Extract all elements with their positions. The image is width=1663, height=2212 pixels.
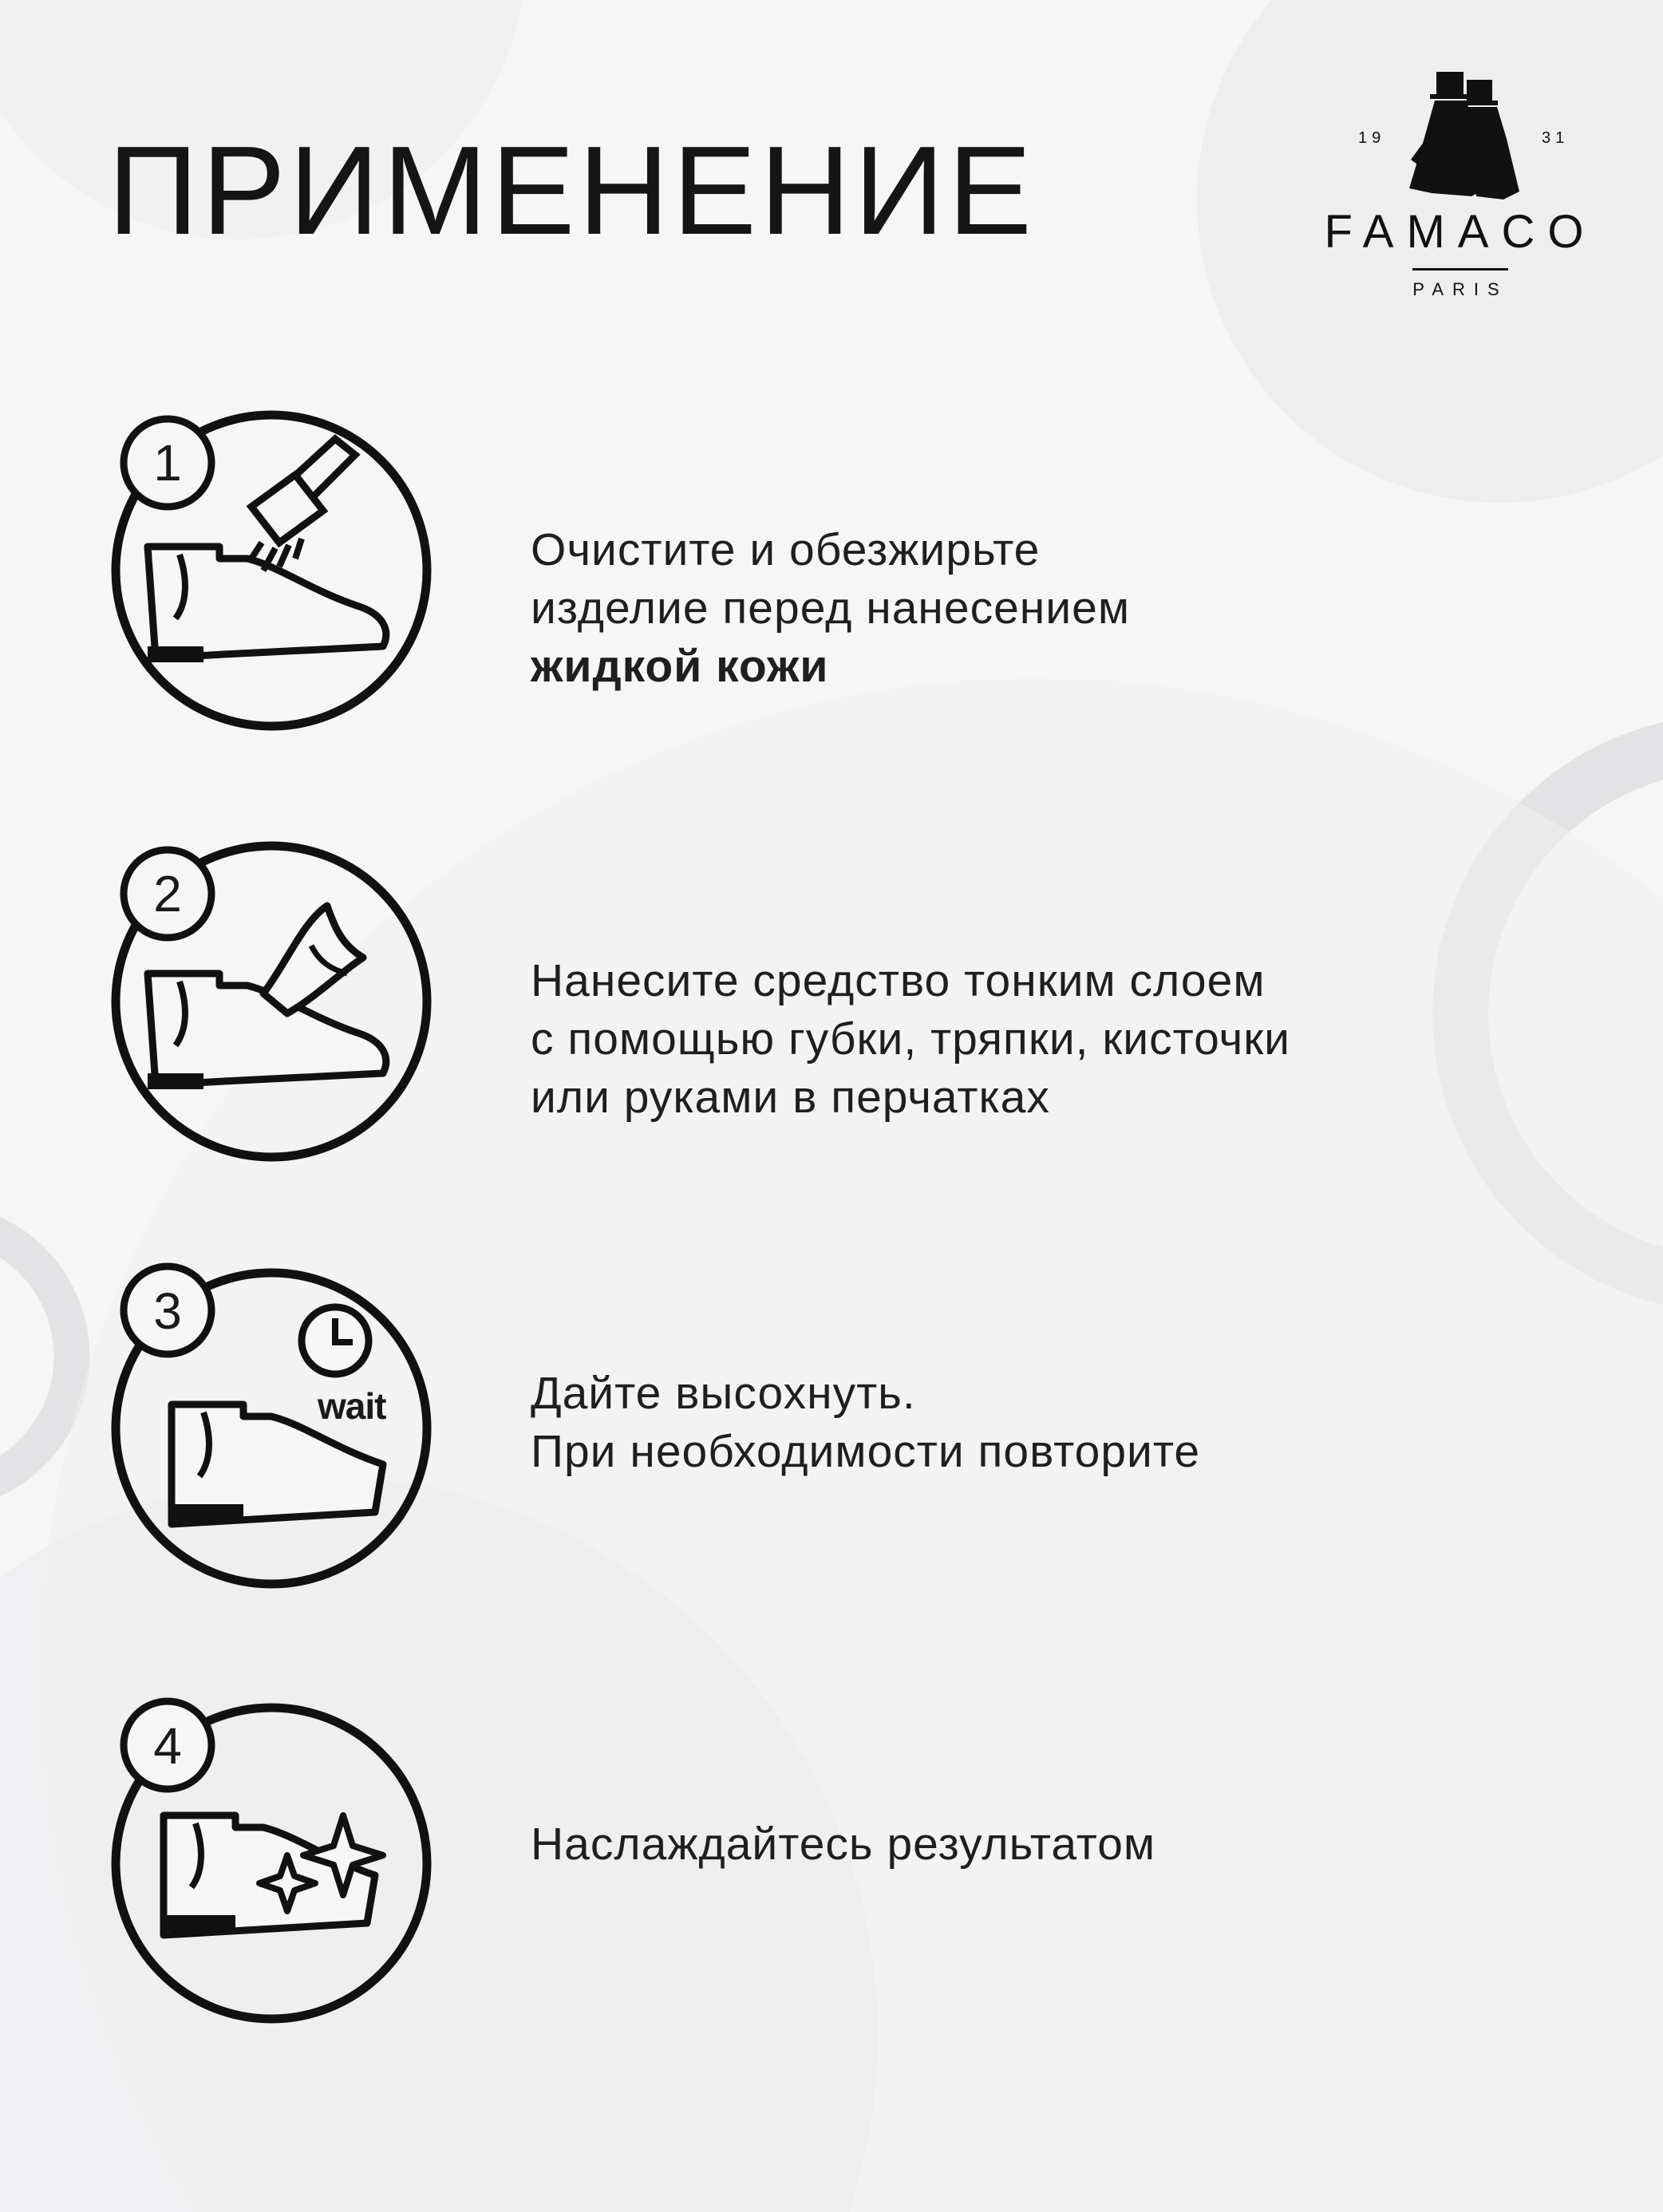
brand-year-right: 31 [1542,129,1570,147]
step-number: 1 [153,434,182,492]
wait-badge: wait [318,1385,386,1427]
step-text-line: с помощью губки, тряпки, кисточки [531,1013,1291,1065]
step-1-text [531,521,1130,696]
step-number: 2 [153,865,182,922]
page-title: ПРИМЕНЕНИЕ [108,120,1036,261]
step-2-illustration [104,834,439,1169]
step-text-line: или руками в перчатках [531,1072,1050,1123]
brand-year-left: 19 [1358,129,1386,147]
step-text-line: При необходимости повторите [531,1426,1201,1477]
step-3-text [531,1365,1200,1481]
brand-name: FAMACO [1324,206,1597,258]
step-1-illustration [104,403,439,738]
step-4-text [531,1815,1155,1874]
step-text-line: Наслаждайтесь результатом [531,1819,1156,1870]
step-4-illustration [104,1696,439,2031]
gentlemen-silhouette-icon [1309,64,1612,303]
step-text-line: Очистите и обезжирьте [531,524,1041,575]
step-3-illustration [104,1261,439,1596]
step-2-text [531,952,1290,1127]
brand-subtitle: PARIS [1412,279,1508,299]
step-text-line: Нанесите средство тонким слоем [531,955,1266,1006]
step-text-line: Дайте высохнуть. [531,1368,916,1419]
step-number: 3 [153,1282,182,1340]
brand-divider [1412,268,1508,271]
step-text-line: изделие перед нанесением [531,583,1131,634]
step-text-bold-line: жидкой кожи [531,641,829,692]
brand-logo [1309,64,1612,303]
step-number: 4 [153,1717,182,1775]
